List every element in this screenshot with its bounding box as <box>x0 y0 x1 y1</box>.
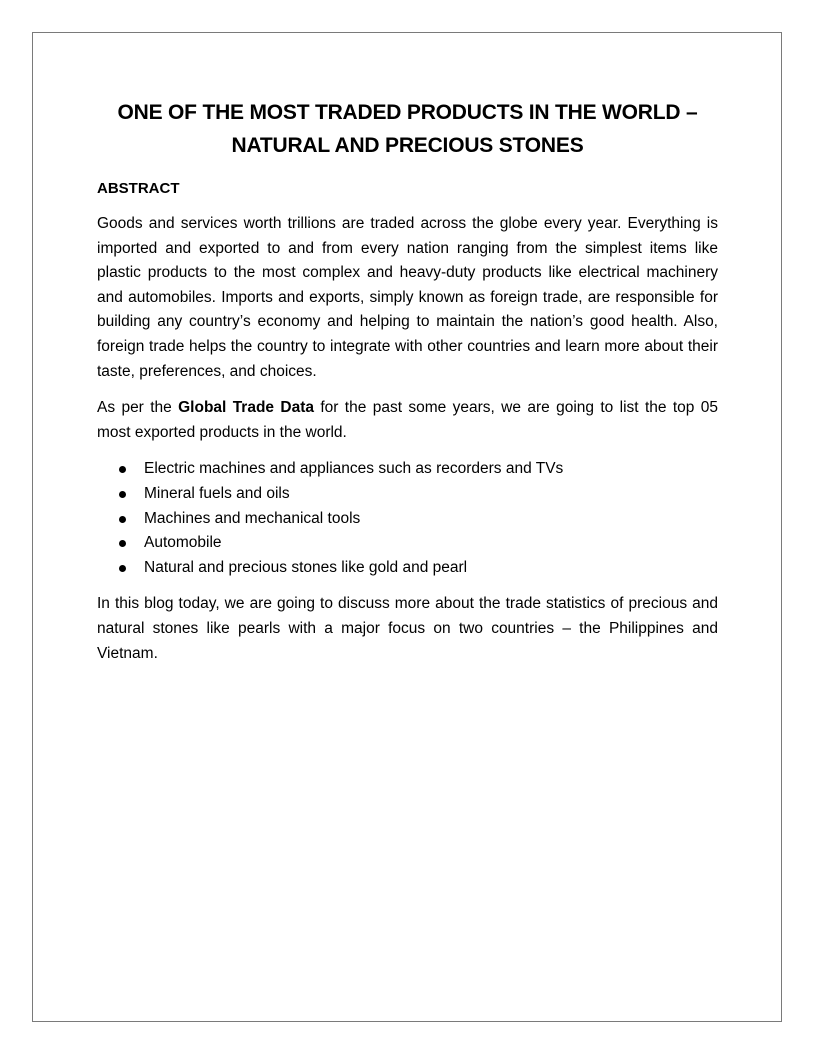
paragraph-intro: Goods and services worth trillions are traded across the globe every year. Everything is imported and exported to and from every nation ranging from the simplest items like plastic products to the most complex and heavy-duty products like electrical machinery and automobiles. Imports and exports, simply known as foreign trade, are responsible for building any country’s economy and helping to maintain the nation’s good health. Also, foreign trade helps the country to integrate with other countries and learn more about their taste, preferences, and choices. <box>97 215 718 380</box>
bullet-icon <box>119 516 126 523</box>
bullet-icon <box>119 466 126 473</box>
list-item-text: Automobile <box>144 534 222 552</box>
list-item <box>97 507 718 532</box>
document-body <box>97 96 718 666</box>
paragraph-global-trade <box>97 396 718 445</box>
list-item-text: Machines and mechanical tools <box>144 509 361 527</box>
list-item <box>97 457 718 482</box>
paragraph-global-trade-prefix: As per the <box>97 399 179 417</box>
list-item <box>97 556 718 581</box>
list-item <box>97 482 718 507</box>
document-title: ONE OF THE MOST TRADED PRODUCTS IN THE WORLD – NATURAL AND PRECIOUS STONES <box>117 101 698 157</box>
paragraph-global-trade-suffix: for the past some years, we are going to list the top 05 most exported products in the world. <box>97 399 718 441</box>
list-item-text: Electric machines and appliances such as recorders and TVs <box>144 460 564 478</box>
bullet-icon <box>119 540 126 547</box>
bullet-icon <box>119 565 126 572</box>
list-item-text: Mineral fuels and oils <box>144 484 290 502</box>
global-trade-data-emphasis: Global Trade Data <box>178 399 314 417</box>
abstract-heading: ABSTRACT <box>97 180 180 197</box>
list-item <box>97 531 718 556</box>
paragraph-blog-focus: In this blog today, we are going to discuss more about the trade statistics of precious and natural stones like pearls with a major focus on two countries – the Philippines and Vietnam. <box>97 595 718 662</box>
list-item-text: Natural and precious stones like gold and pearl <box>144 558 468 576</box>
exported-products-list <box>97 457 718 580</box>
bullet-icon <box>119 491 126 498</box>
